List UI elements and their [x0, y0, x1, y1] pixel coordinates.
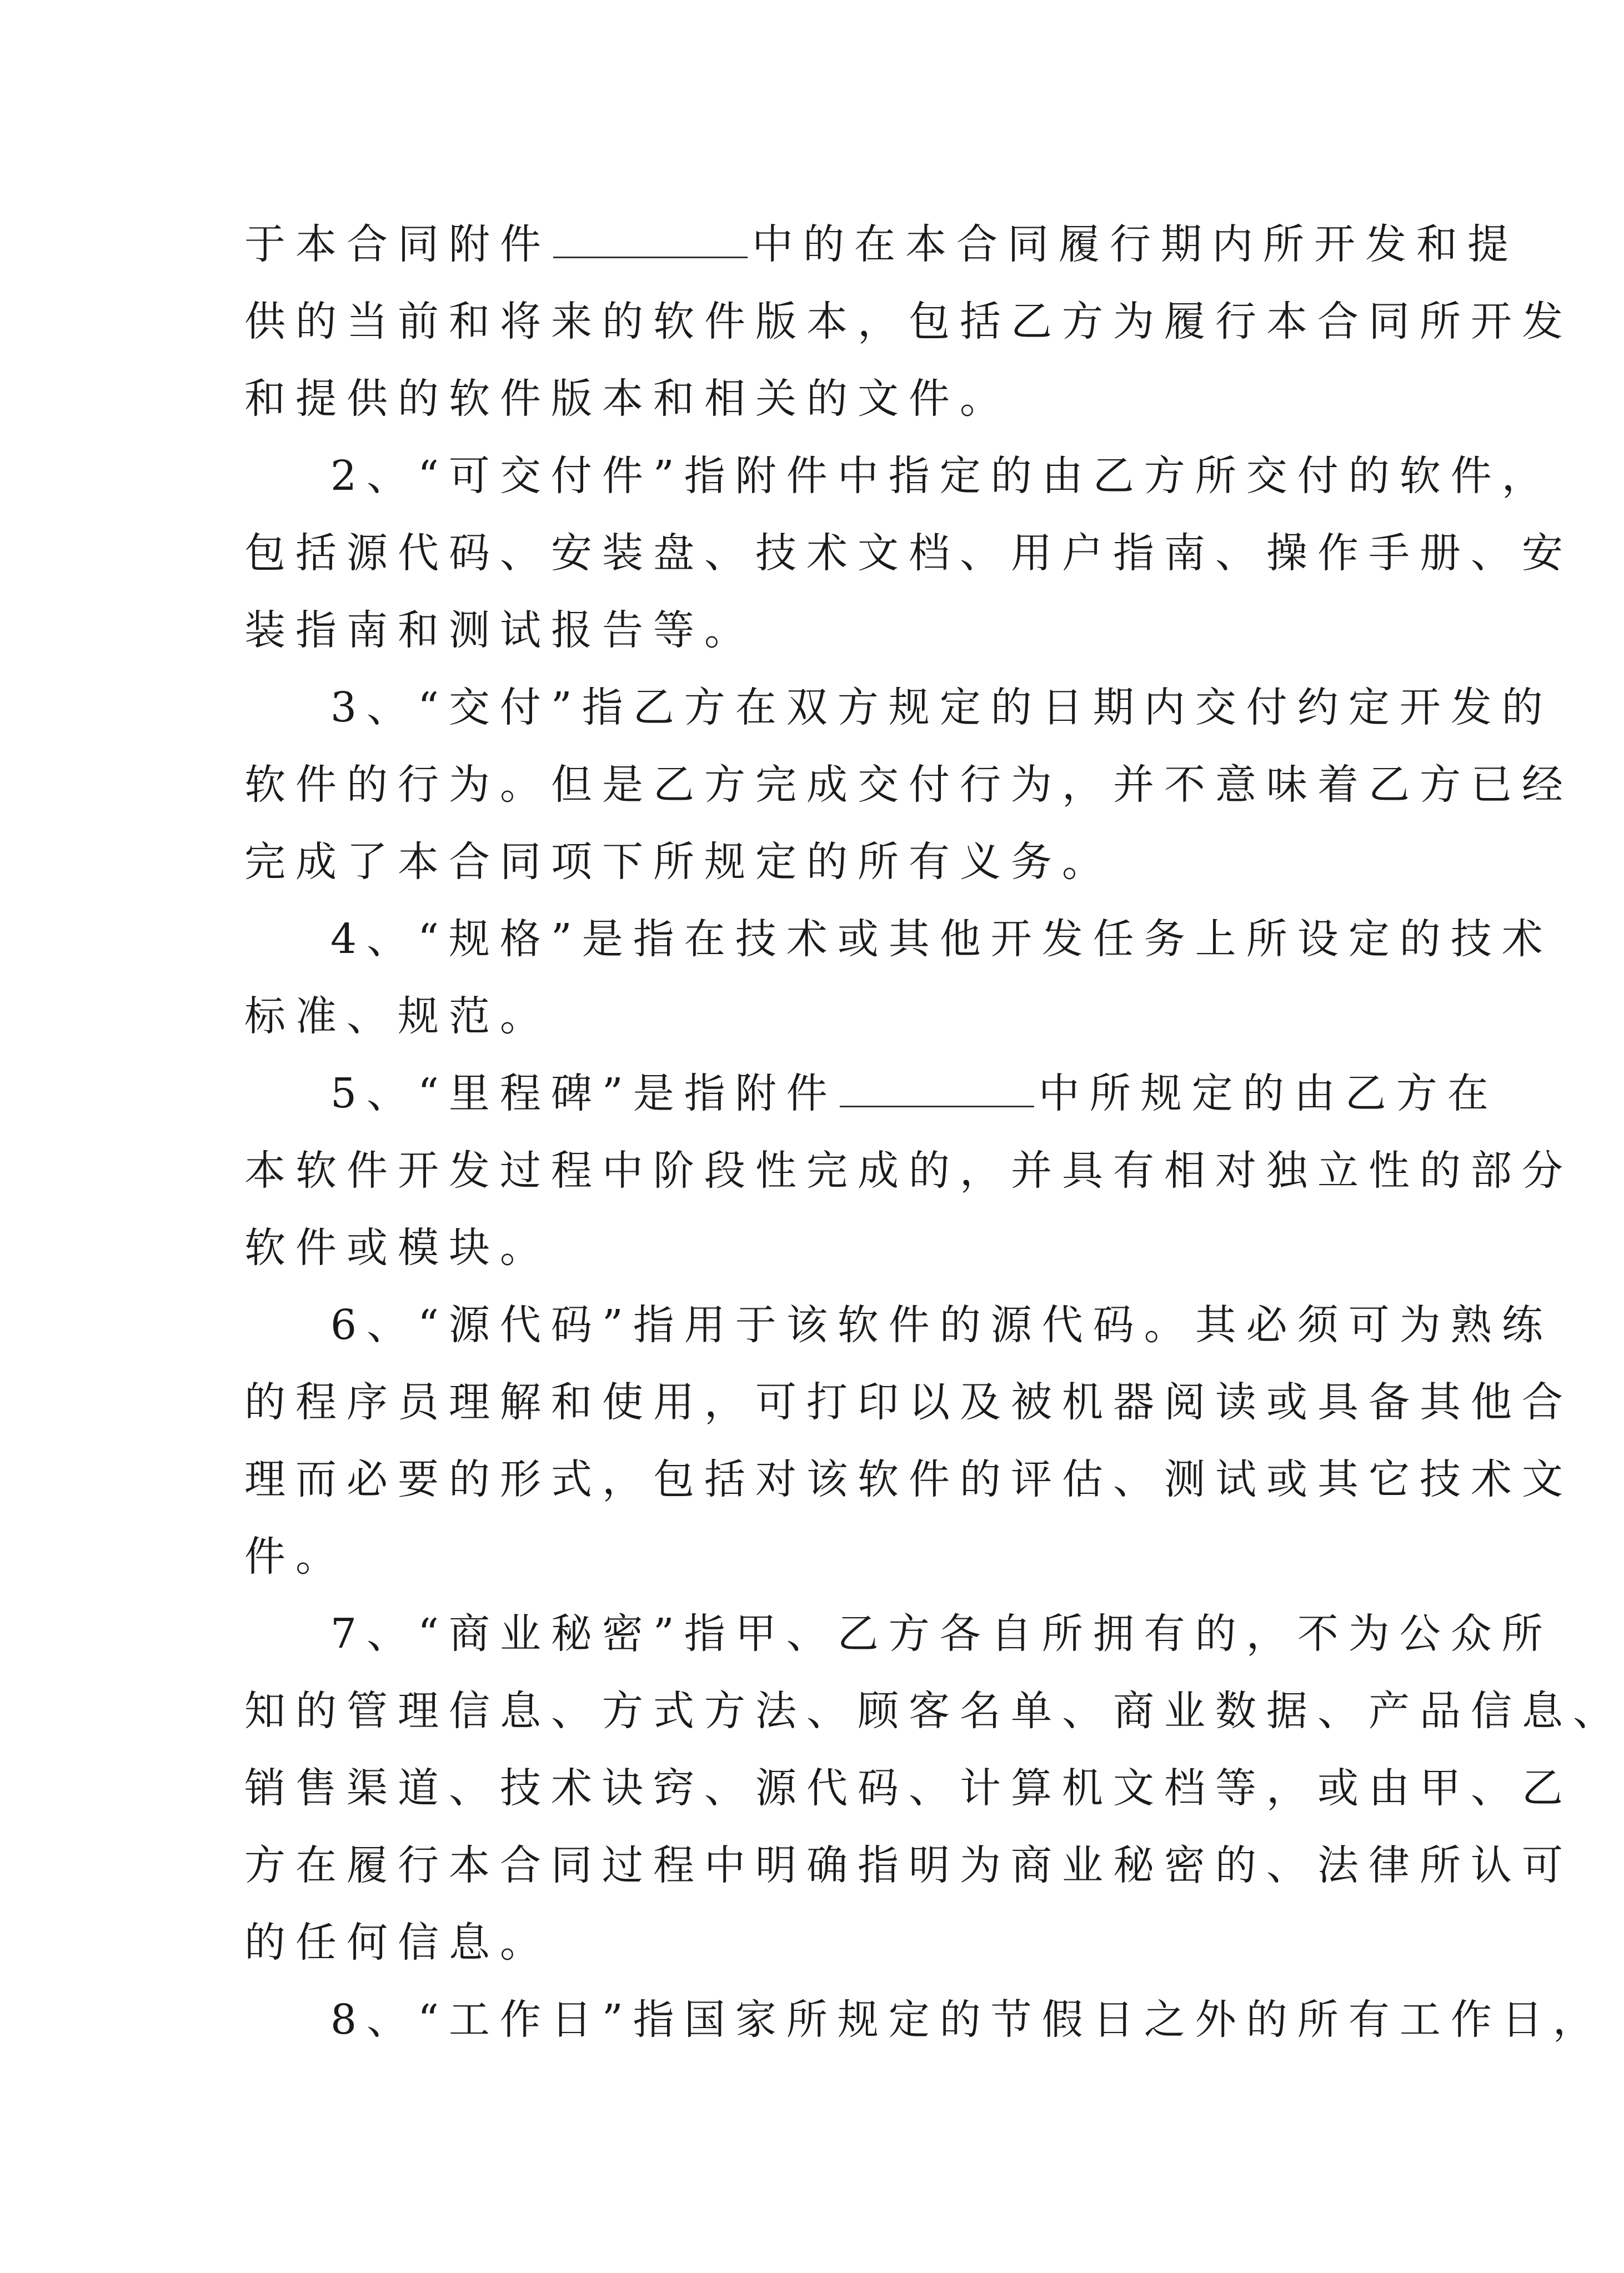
fill-in-blank [840, 1066, 1034, 1107]
text-segment: 中的在本合同履行期内所开发和提 [752, 220, 1518, 268]
text-line: 装指南和测试报告等。 [244, 606, 755, 654]
text-line: 知的管理信息、方式方法、顾客名单、商业数据、产品信息、 [244, 1687, 1624, 1735]
text-line: 4、“规格”是指在技术或其他开发任务上所设定的技术 [330, 915, 1553, 963]
text-line: 包括源代码、安装盘、技术文档、用户指南、操作手册、安 [244, 529, 1573, 577]
text-line: 7、“商业秘密”指甲、乙方各自所拥有的，不为公众所 [330, 1610, 1553, 1658]
text-line: 完成了本合同项下所规定的所有义务。 [244, 838, 1113, 886]
fill-in-blank [553, 217, 748, 258]
text-segment: 5、“里程碑”是指附件 [330, 1070, 838, 1117]
text-line: 销售渠道、技术诀窍、源代码、计算机文档等，或由甲、乙 [244, 1764, 1573, 1812]
text-segment: 于本合同附件 [244, 220, 551, 268]
text-line: 本软件开发过程中阶段性完成的，并具有相对独立性的部分 [244, 1147, 1573, 1195]
text-line: 方在履行本合同过程中明确指明为商业秘密的、法律所认可 [244, 1842, 1573, 1889]
text-line: 供的当前和将来的软件版本，包括乙方为履行本合同所开发 [244, 298, 1573, 345]
text-line: 件。 [244, 1533, 347, 1580]
text-line: 标准、规范。 [244, 992, 551, 1040]
text-line: 的程序员理解和使用，可打印以及被机器阅读或具备其他合 [244, 1378, 1573, 1426]
text-line [330, 1055, 1498, 1132]
text-line: 2、“可交付件”指附件中指定的由乙方所交付的软件， [330, 452, 1553, 500]
text-line: 8、“工作日”指国家所规定的节假日之外的所有工作日， [330, 1996, 1604, 2044]
text-segment: 中所规定的由乙方在 [1038, 1070, 1498, 1117]
text-line: 软件的行为。但是乙方完成交付行为，并不意味着乙方已经 [244, 761, 1573, 809]
text-line: 3、“交付”指乙方在双方规定的日期内交付约定开发的 [330, 684, 1553, 731]
text-line: 的任何信息。 [244, 1919, 551, 1966]
text-line [244, 205, 1518, 283]
text-line: 和提供的软件版本和相关的文件。 [244, 375, 1011, 423]
text-line: 理而必要的形式，包括对该软件的评估、测试或其它技术文 [244, 1456, 1573, 1503]
text-line: 软件或模块。 [244, 1224, 551, 1272]
text-line: 6、“源代码”指用于该软件的源代码。其必须可为熟练 [330, 1301, 1553, 1349]
